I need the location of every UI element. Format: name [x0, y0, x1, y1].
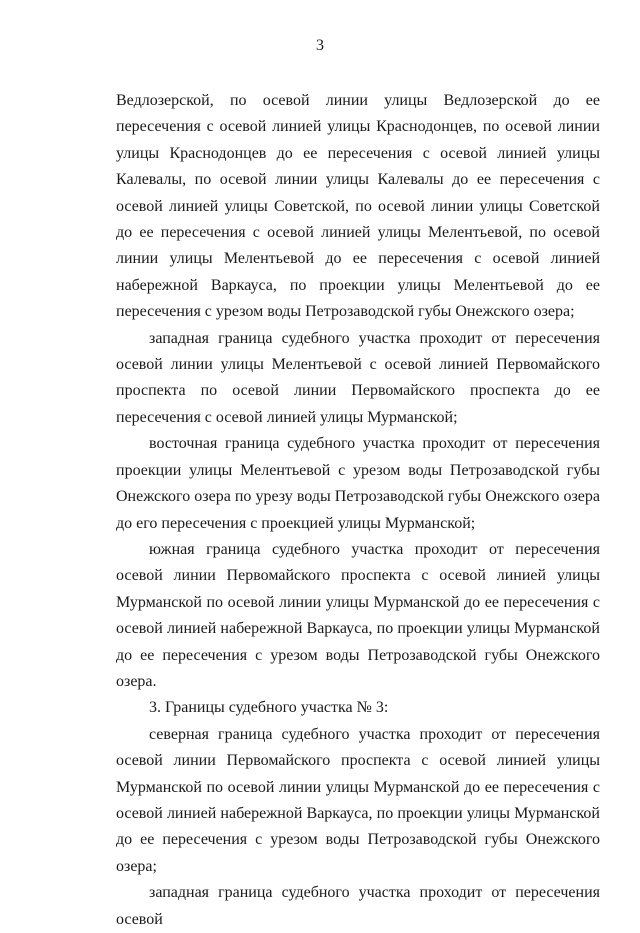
paragraph-continuation: Ведлозерской, по осевой линии улицы Ведлозерской до ее пересечения с осевой линией улицы Краснодонцев, по осевой линии улицы Краснодонцев до ее пересечения с осевой линией улицы Калевалы, по осевой линии улицы Калевалы до ее пересечения с осевой линией улицы Советской, по осевой линии улицы Советской до ее пересечения с осевой линией улицы Мелентьевой, по осевой линии улицы Мелентьевой до ее пересечения с осевой линией набережной Варкауса, по проекции улицы Мелентьевой до ее пересечения с урезом воды Петрозаводской губы Онежского озера; — [116, 92, 600, 321]
document-body — [116, 88, 600, 933]
page-number: 3 — [316, 37, 324, 54]
paragraph-north-boundary-3: северная граница судебного участка проходит от пересечения осевой линии Первомайского проспекта с осевой линией улицы Мурманской по осевой линии улицы Мурманской до ее пересечения с осевой линией набережной Варкауса, по проекции улицы Мурманской до ее пересечения с урезом воды Петрозаводской губы Онежского озера; — [116, 725, 600, 875]
paragraph-east-boundary-2: восточная граница судебного участка проходит от пересечения проекции улицы Мелентьевой с урезом воды Петрозаводской губы Онежского озера по урезу воды Петрозаводской губы Онежского озера до его пересечения с проекцией улицы Мурманской; — [116, 435, 600, 532]
paragraph-west-boundary-3: западная граница судебного участка проходит от пересечения осевой — [116, 884, 600, 928]
section-heading-3: 3. Границы судебного участка № 3: — [149, 699, 389, 717]
paragraph-west-boundary-2: западная граница судебного участка проходит от пересечения осевой линии улицы Мелентьевой с осевой линией Первомайского проспекта по осевой линии Первомайского проспекта до ее пересечения с осевой линией улицы Мурманской; — [116, 329, 600, 426]
paragraph-south-boundary-2: южная граница судебного участка проходит от пересечения осевой линии Первомайского проспекта с осевой линией улицы Мурманской по осевой линии улицы Мурманской до ее пересечения с осевой линией набережной Варкауса, по проекции улицы Мурманской до ее пересечения с урезом воды Петрозаводской губы Онежского озера. — [116, 540, 600, 690]
